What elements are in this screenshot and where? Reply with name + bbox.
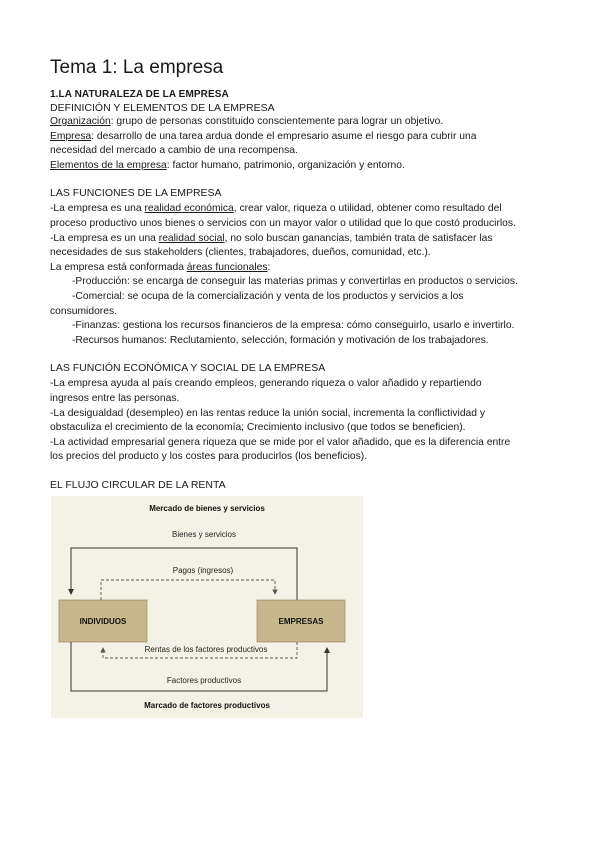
paragraph-line: obstaculiza el crecimiento de la economía; Crecimiento inclusivo (que todos se beneficien). xyxy=(50,422,466,434)
page-title: Tema 1: La empresa xyxy=(50,57,224,78)
definition-text: : desarrollo de una tarea ardua donde el empresario asume el riesgo para cubrir una xyxy=(91,130,477,142)
paragraph-line: ingresos entre las personas. xyxy=(50,392,180,404)
paragraph-line: necesidades de sus stakeholders (clientes, trabajadores, dueños, comunidad, etc.). xyxy=(50,247,431,259)
label-empresas: EMPRESAS xyxy=(278,617,324,626)
paragraph-line: -La empresa es un una realidad social, no solo buscan ganancias, también trata de satisfacer las xyxy=(50,232,493,244)
section1-heading: 1.LA NATURALEZA DE LA EMPRESA xyxy=(50,89,229,100)
list-item-comercial: -Comercial: se ocupa de la comercialización y venta de los productos y servicios a los xyxy=(72,290,464,302)
list-item-finanzas: -Finanzas: gestiona los recursos financieros de la empresa: cómo conseguirlo, usarlo e invertirlo. xyxy=(72,320,515,332)
term-organizacion: Organización xyxy=(50,116,111,127)
definition-empresa-cont: necesidad del mercado a cambio de una recompensa. xyxy=(50,145,298,157)
definition-organizacion xyxy=(50,115,560,130)
label-rentas: Rentas de los factores productivos xyxy=(144,645,268,654)
paragraph-line: -La desigualdad (desempleo) en las rentas reduce la unión social, incrementa la conflictividad y xyxy=(50,407,486,419)
paragraph-line: proceso productivo unos bienes o servicios con un mayor valor o utilidad que lo que costó producirlos. xyxy=(50,217,516,229)
section1-subheading: DEFINICIÓN Y ELEMENTOS DE LA EMPRESA xyxy=(50,102,275,114)
label-factores: Factores productivos xyxy=(166,676,242,685)
definition-text: : factor humano, patrimonio, organización y entorno. xyxy=(166,159,405,171)
list-item-rrhh: -Recursos humanos: Reclutamiento, selección, formación y motivación de los trabajadores. xyxy=(72,334,489,346)
label-bottom-market: Marcado de factores productivos xyxy=(144,701,270,710)
term-elementos: Elementos de la empresa xyxy=(50,159,167,171)
section2-heading: LAS FUNCIONES DE LA EMPRESA xyxy=(50,187,222,200)
definition-text: : grupo de personas constituido conscientemente para lograr un objetivo. xyxy=(110,116,444,127)
definition-empresa xyxy=(50,130,560,145)
list-item-produccion: -Producción: se encarga de conseguir las materias primas y convertirlas en productos o servicios. xyxy=(72,276,518,288)
paragraph-line: -La empresa ayuda al país creando empleos, generando riqueza o valor añadido y repartiendo xyxy=(50,378,482,390)
label-pagos: Pagos (ingresos) xyxy=(172,566,234,575)
paragraph-line: La empresa está conformada áreas funcionales: xyxy=(50,261,271,273)
term-empresa: Empresa xyxy=(50,130,92,142)
definition-elementos xyxy=(50,159,560,174)
label-top-market: Mercado de bienes y servicios xyxy=(149,504,265,513)
label-bienes: Bienes y servicios xyxy=(171,530,237,539)
document-page xyxy=(50,56,560,494)
term-areas-funcionales: áreas funcionales xyxy=(186,261,268,273)
section3-heading: LAS FUNCIÓN ECONÓMICA Y SOCIAL DE LA EMPRESA xyxy=(50,362,326,375)
list-item-comercial-cont: consumidores. xyxy=(50,305,117,317)
section4-heading: EL FLUJO CIRCULAR DE LA RENTA xyxy=(50,478,226,491)
flow-pagos-line xyxy=(101,580,275,600)
term-realidad-economica: realidad económica xyxy=(144,203,234,215)
paragraph-line: -La actividad empresarial genera riqueza que se mide por el valor añadido, que es la diferencia entre xyxy=(50,436,511,448)
paragraph-line: los precios del producto y los costes para producirlos (los beneficios). xyxy=(50,451,368,463)
circular-flow-svg xyxy=(51,496,363,718)
term-realidad-social: realidad social xyxy=(158,232,225,244)
circular-flow-diagram xyxy=(51,496,363,718)
label-individuos: INDIVIDUOS xyxy=(79,617,127,626)
paragraph-line: -La empresa es una realidad económica, crear valor, riqueza o utilidad, obtener como resultado del xyxy=(50,203,502,215)
